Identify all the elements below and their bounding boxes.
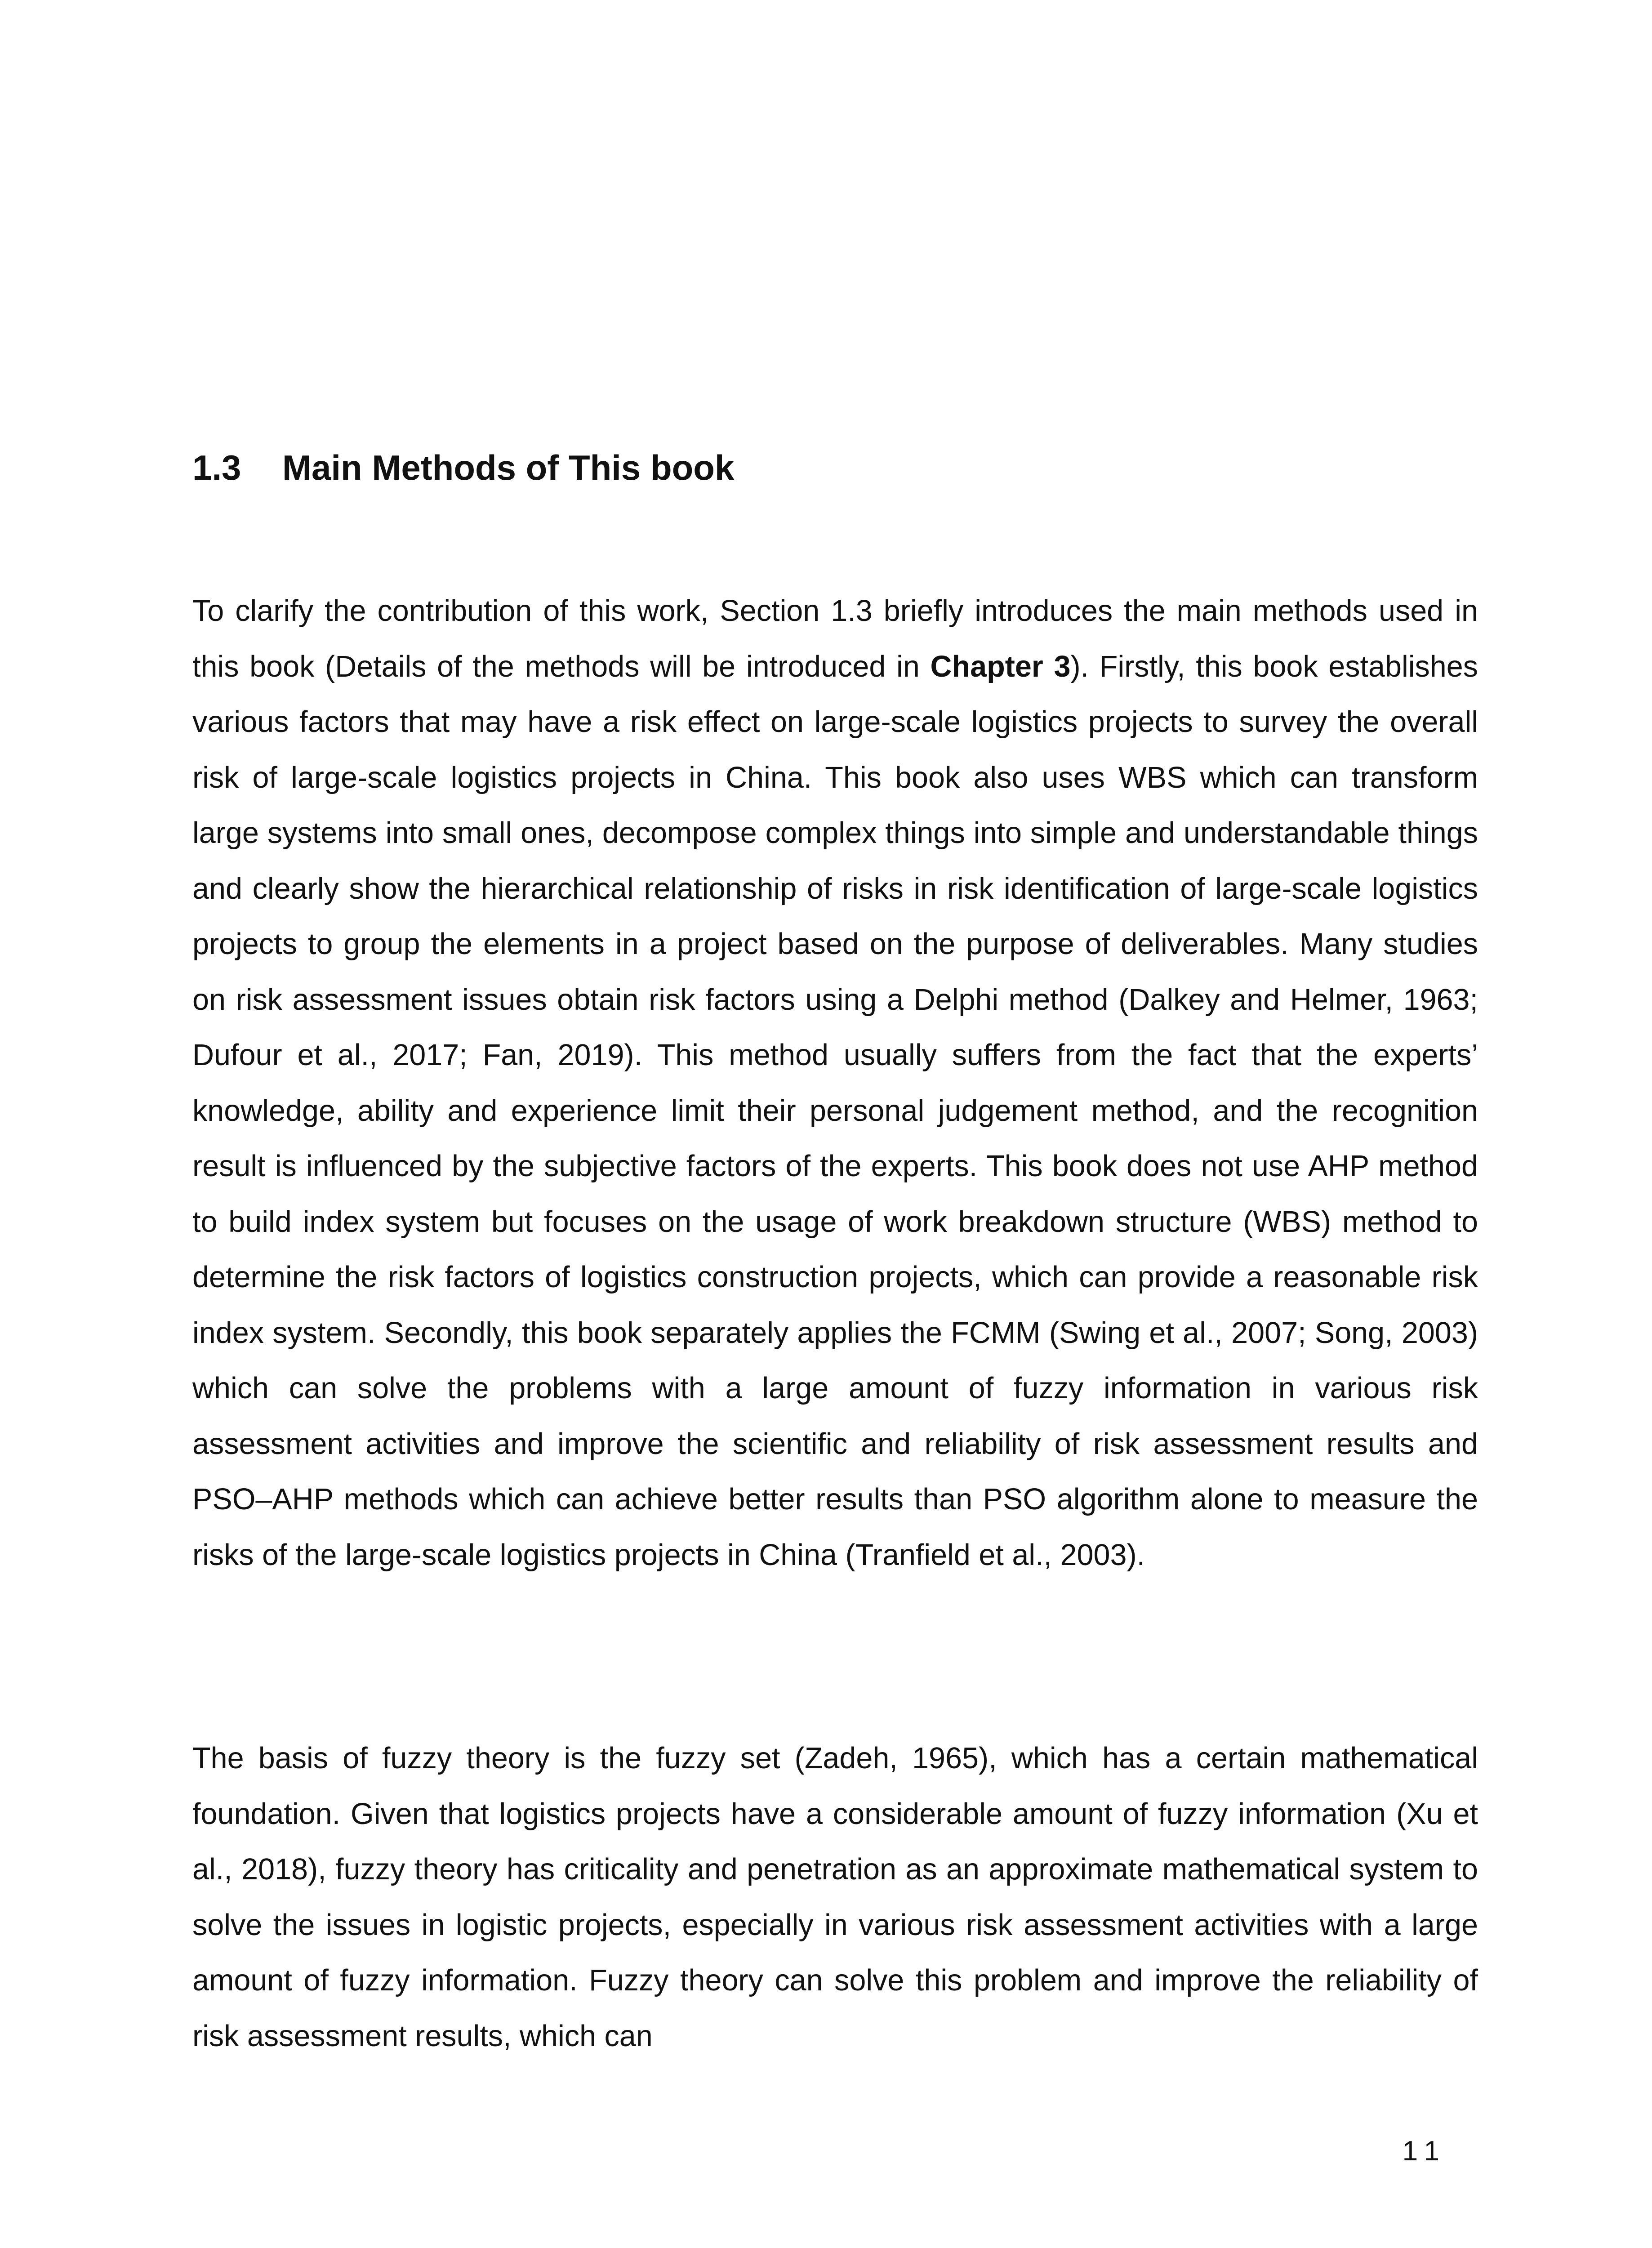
section-heading bbox=[192, 443, 734, 492]
body-paragraph-1 bbox=[192, 584, 1478, 1583]
paragraph-1-text-end: ). Firstly, this book establishes various factors that may have a risk effect on large-scale logistics projects to survey the overall risk of large-scale logistics projects in China. This book also uses WBS which can transform large systems into small ones, decompose complex things into simple and understandable things and clearly show the hierarchical relationship of risks in risk identification of large-scale logistics projects to group the elements in a project based on the purpose of deliverables. Many studies on risk assessment issues obtain risk factors using a Delphi method (Dalkey and Helmer, 1963; Dufour et al., 2017; Fan, 2019). This method usually suffers from the fact that the experts’ knowledge, ability and experience limit their personal judgement method, and the recognition result is influenced by the subjective factors of the experts. This book does not use AHP method to build index system but focuses on the usage of work breakdown structure (WBS) method to determine the risk factors of logistics construction projects, which can provide a reasonable risk index system. Secondly, this book separately applies the FCMM (Swing et al., 2007; Song, 2003) which can solve the problems with a large amount of fuzzy information in various risk assessment activities and improve the scientific and reliability of risk assessment results and PSO–AHP methods which can achieve better results than PSO algorithm alone to measure the risks of the large-scale logistics projects in China (Tranfield et al., 2003). bbox=[192, 650, 1478, 1572]
body-paragraph-2 bbox=[192, 1731, 1478, 2064]
paragraph-2-text: The basis of fuzzy theory is the fuzzy set (Zadeh, 1965), which has a certain mathematical foundation. Given that logistics projects have a considerable amount of fuzzy information (Xu et al., 2018), fuzzy theory has criticality and penetration as an approximate mathematical system to solve the issues in logistic projects, especially in various risk assessment activities with a large amount of fuzzy information. Fuzzy theory can solve this problem and improve the reliability of risk assessment results, which can bbox=[192, 1742, 1478, 2053]
paragraph-1-text-start: To clarify the contribution of this work, Section 1.3 briefly introduces the main methods used in this book (Details of the methods will be introduced in bbox=[192, 594, 1478, 683]
section-number: 1.3 bbox=[192, 448, 241, 487]
chapter-reference: Chapter 3 bbox=[930, 650, 1071, 683]
section-title: Main Methods of This book bbox=[282, 448, 735, 487]
page-number: 11 bbox=[1402, 2136, 1447, 2167]
